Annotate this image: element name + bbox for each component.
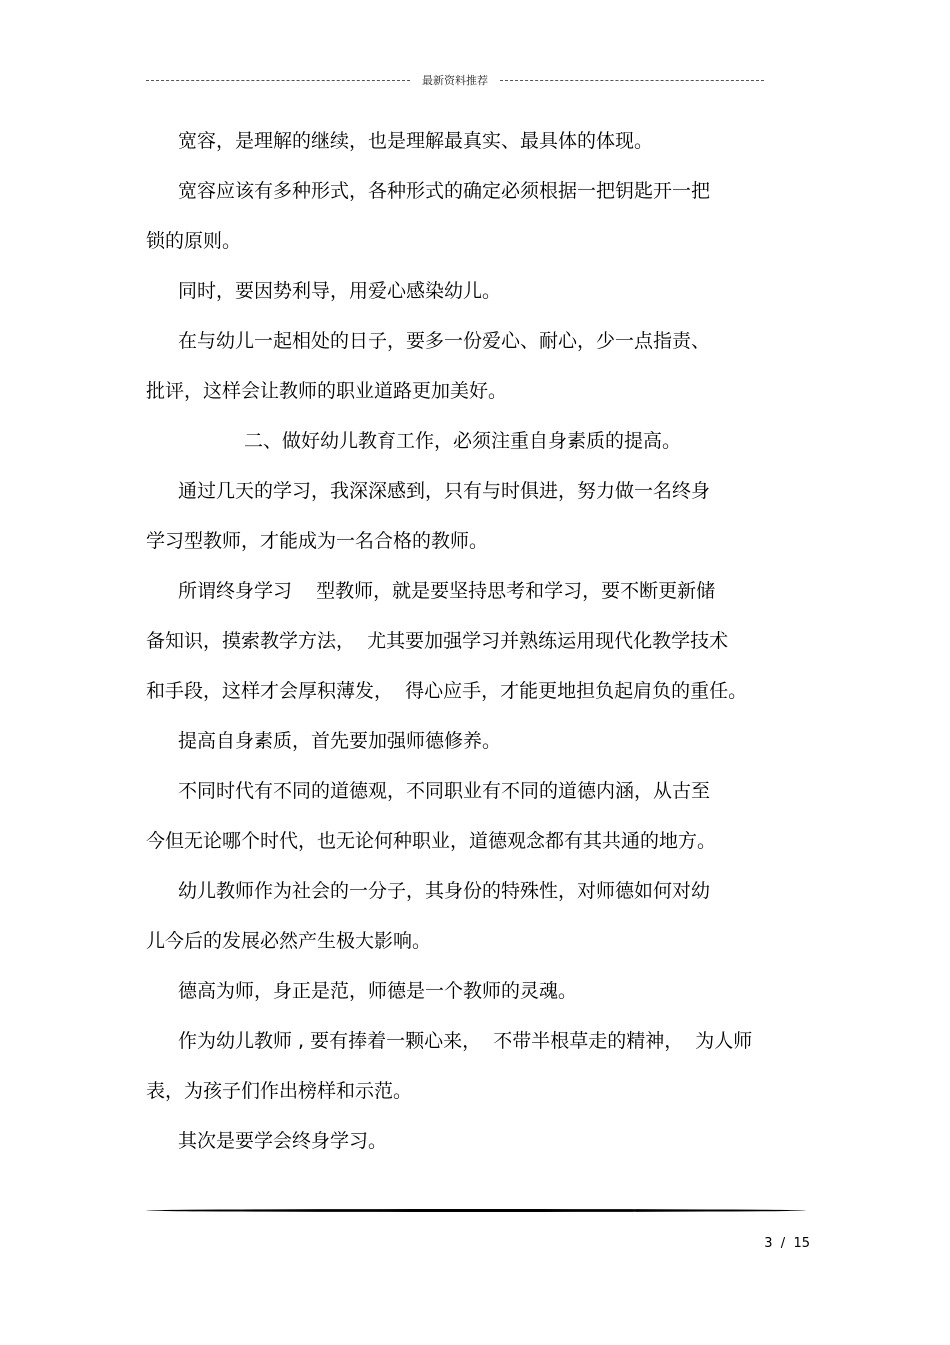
body-line: 其次是要学会终身学习。: [178, 1130, 388, 1152]
body-line: 通过几天的学习，我深深感到，只有与时俱进，努力做一名终身: [178, 480, 711, 502]
body-line: 所谓终身学习 型教师，就是要坚持思考和学习，要不断更新储: [178, 580, 716, 602]
footer-rule: [146, 1209, 806, 1212]
body-line: 提高自身素质，首先要加强师德修养。: [178, 730, 502, 752]
page-header: [146, 70, 764, 90]
header-title: 最新资料推荐: [422, 74, 488, 87]
body-line: 不同时代有不同的道德观，不同职业有不同的道德内涵，从古至: [178, 780, 711, 802]
section-heading: 二、做好幼儿教育工作，必须注重自身素质的提高。: [244, 430, 682, 452]
body-line: 今但无论哪个时代，也无论何种职业，道德观念都有其共通的地方。: [146, 830, 717, 852]
body-line: 在与幼儿一起相处的日子，要多一份爱心、耐心，少一点指责、: [178, 330, 711, 352]
body-line: 表，为孩子们作出榜样和示范。: [146, 1080, 413, 1102]
body-line: 锁的原则。: [146, 230, 242, 252]
body-line: 德高为师，身正是范，师德是一个教师的灵魂。: [178, 980, 578, 1002]
header-left-rule: [146, 80, 410, 81]
body-line: 和手段，这样才会厚积薄发， 得心应手，才能更地担负起肩负的重任。: [146, 680, 748, 702]
page-number: 3 / 15: [764, 1236, 810, 1251]
body-line: 宽容应该有多种形式，各种形式的确定必须根据一把钥匙开一把: [178, 180, 711, 202]
body-line: 作为幼儿教师 , 要有捧着一颗心来， 不带半根草走的精神， 为人师: [178, 1030, 753, 1052]
body-line: 备知识，摸索教学方法， 尤其要加强学习并熟练运用现代化教学技术: [146, 630, 729, 652]
body-line: 学习型教师，才能成为一名合格的教师。: [146, 530, 489, 552]
body-line: 幼儿教师作为社会的一分子，其身份的特殊性，对师德如何对幼: [178, 880, 711, 902]
body-line: 宽容，是理解的继续，也是理解最真实、最具体的体现。: [178, 130, 654, 152]
body-line: 儿今后的发展必然产生极大影响。: [146, 930, 432, 952]
body-line: 批评，这样会让教师的职业道路更加美好。: [146, 380, 508, 402]
body-line: 同时，要因势利导，用爱心感染幼儿。: [178, 280, 502, 302]
header-right-rule: [500, 80, 764, 81]
